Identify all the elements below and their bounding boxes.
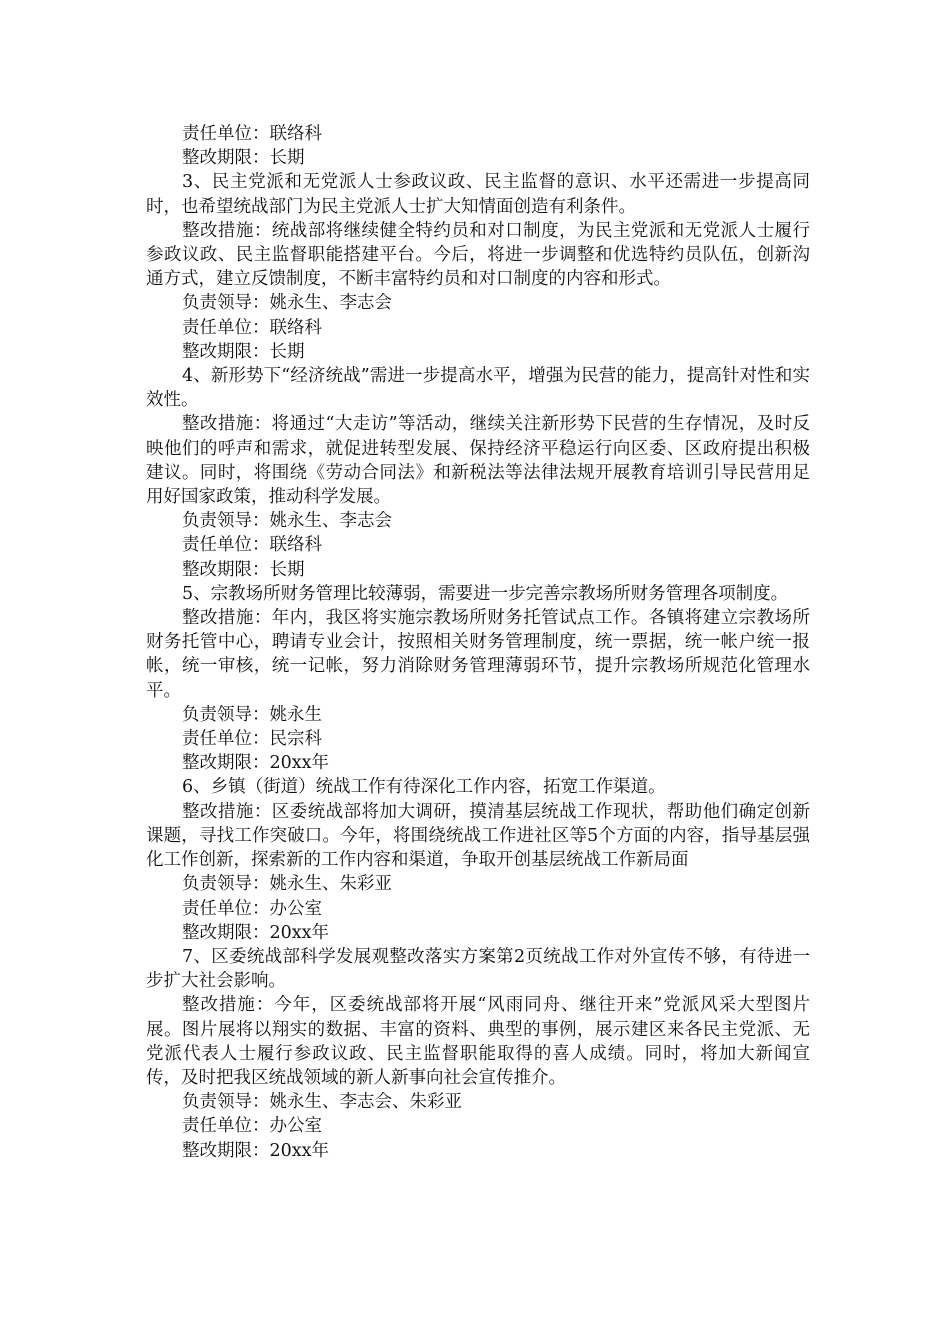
paragraph: 5、宗教场所财务管理比较薄弱，需要进一步完善宗教场所财务管理各项制度。 [182, 583, 789, 604]
paragraph: 负责领导：姚永生 [182, 704, 322, 725]
document-body [146, 122, 810, 1163]
paragraph: 负责领导：姚永生、李志会 [182, 511, 392, 532]
paragraph: 整改期限：20xx年 [182, 1140, 330, 1161]
paragraph: 整改期限：20xx年 [182, 753, 330, 774]
paragraph: 整改期限：20xx年 [182, 922, 330, 943]
paragraph: 整改期限：长期 [182, 559, 305, 580]
paragraph: 7、区委统战部科学发展观整改落实方案第2页统战工作对外宣传不够，有待进一步扩大社会影响。 [146, 946, 810, 992]
paragraph: 责任单位：联络科 [182, 535, 322, 556]
paragraph: 整改措施：年内，我区将实施宗教场所财务托管试点工作。各镇将建立宗教场所财务托管中心，聘请专业会计，按照相关财务管理制度，统一票据，统一帐户统一报帐，统一审核，统一记帐，努力消除财务管理薄弱环节，提升宗教场所规范化管理水平。 [146, 608, 810, 701]
paragraph: 责任单位：办公室 [182, 898, 322, 919]
paragraph: 责任单位：联络科 [182, 317, 322, 338]
paragraph: 责任单位：民宗科 [182, 729, 322, 750]
paragraph: 整改期限：长期 [182, 148, 305, 169]
paragraph: 整改措施：区委统战部将加大调研，摸清基层统战工作现状，帮助他们确定创新课题，寻找工作突破口。今年，将围绕统战工作进社区等5个方面的内容，指导基层强化工作创新，探索新的工作内容和渠道，争取开创基层统战工作新局面 [146, 801, 810, 871]
paragraph: 4、新形势下“经济统战”需进一步提高水平，增强为民营的能力，提高针对性和实效性。 [146, 366, 810, 411]
paragraph: 负责领导：姚永生、李志会、朱彩亚 [182, 1092, 462, 1113]
paragraph: 负责领导：姚永生、李志会 [182, 293, 392, 314]
paragraph: 6、乡镇（街道）统战工作有待深化工作内容，拓宽工作渠道。 [182, 777, 666, 798]
paragraph: 整改期限：长期 [182, 341, 305, 362]
paragraph: 责任单位：联络科 [182, 124, 322, 144]
paragraph: 整改措施：统战部将继续健全特约员和对口制度，为民主党派和无党派人士履行参政议政、民主监督职能搭建平台。今后，将进一步调整和优选特约员队伍，创新沟通方式，建立反馈制度，不断丰富特约员和对口制度的内容和形式。 [146, 220, 810, 290]
paragraph: 责任单位：办公室 [182, 1116, 322, 1137]
paragraph: 整改措施：今年，区委统战部将开展“风雨同舟、继往开来”党派风采大型图片展。图片展将以翔实的数据、丰富的资料、典型的事例，展示建区来各民主党派、无党派代表人士履行参政议政、民主监督职能取得的喜人成绩。同时，将加大新闻宣传，及时把我区统战领域的新人新事向社会宣传推介。 [146, 995, 810, 1088]
paragraph: 负责领导：姚永生、朱彩亚 [182, 874, 392, 895]
paragraph: 3、民主党派和无党派人士参政议政、民主监督的意识、水平还需进一步提高同时，也希望统战部门为民主党派人士扩大知情面创造有利条件。 [146, 172, 810, 217]
paragraph: 整改措施：将通过“大走访”等活动，继续关注新形势下民营的生存情况，及时反映他们的呼声和需求，就促进转型发展、保持经济平稳运行向区委、区政府提出积极建议。同时，将围绕《劳动合同法》和新税法等法律法规开展教育培训引导民营用足用好国家政策，推动科学发展。 [146, 414, 810, 508]
